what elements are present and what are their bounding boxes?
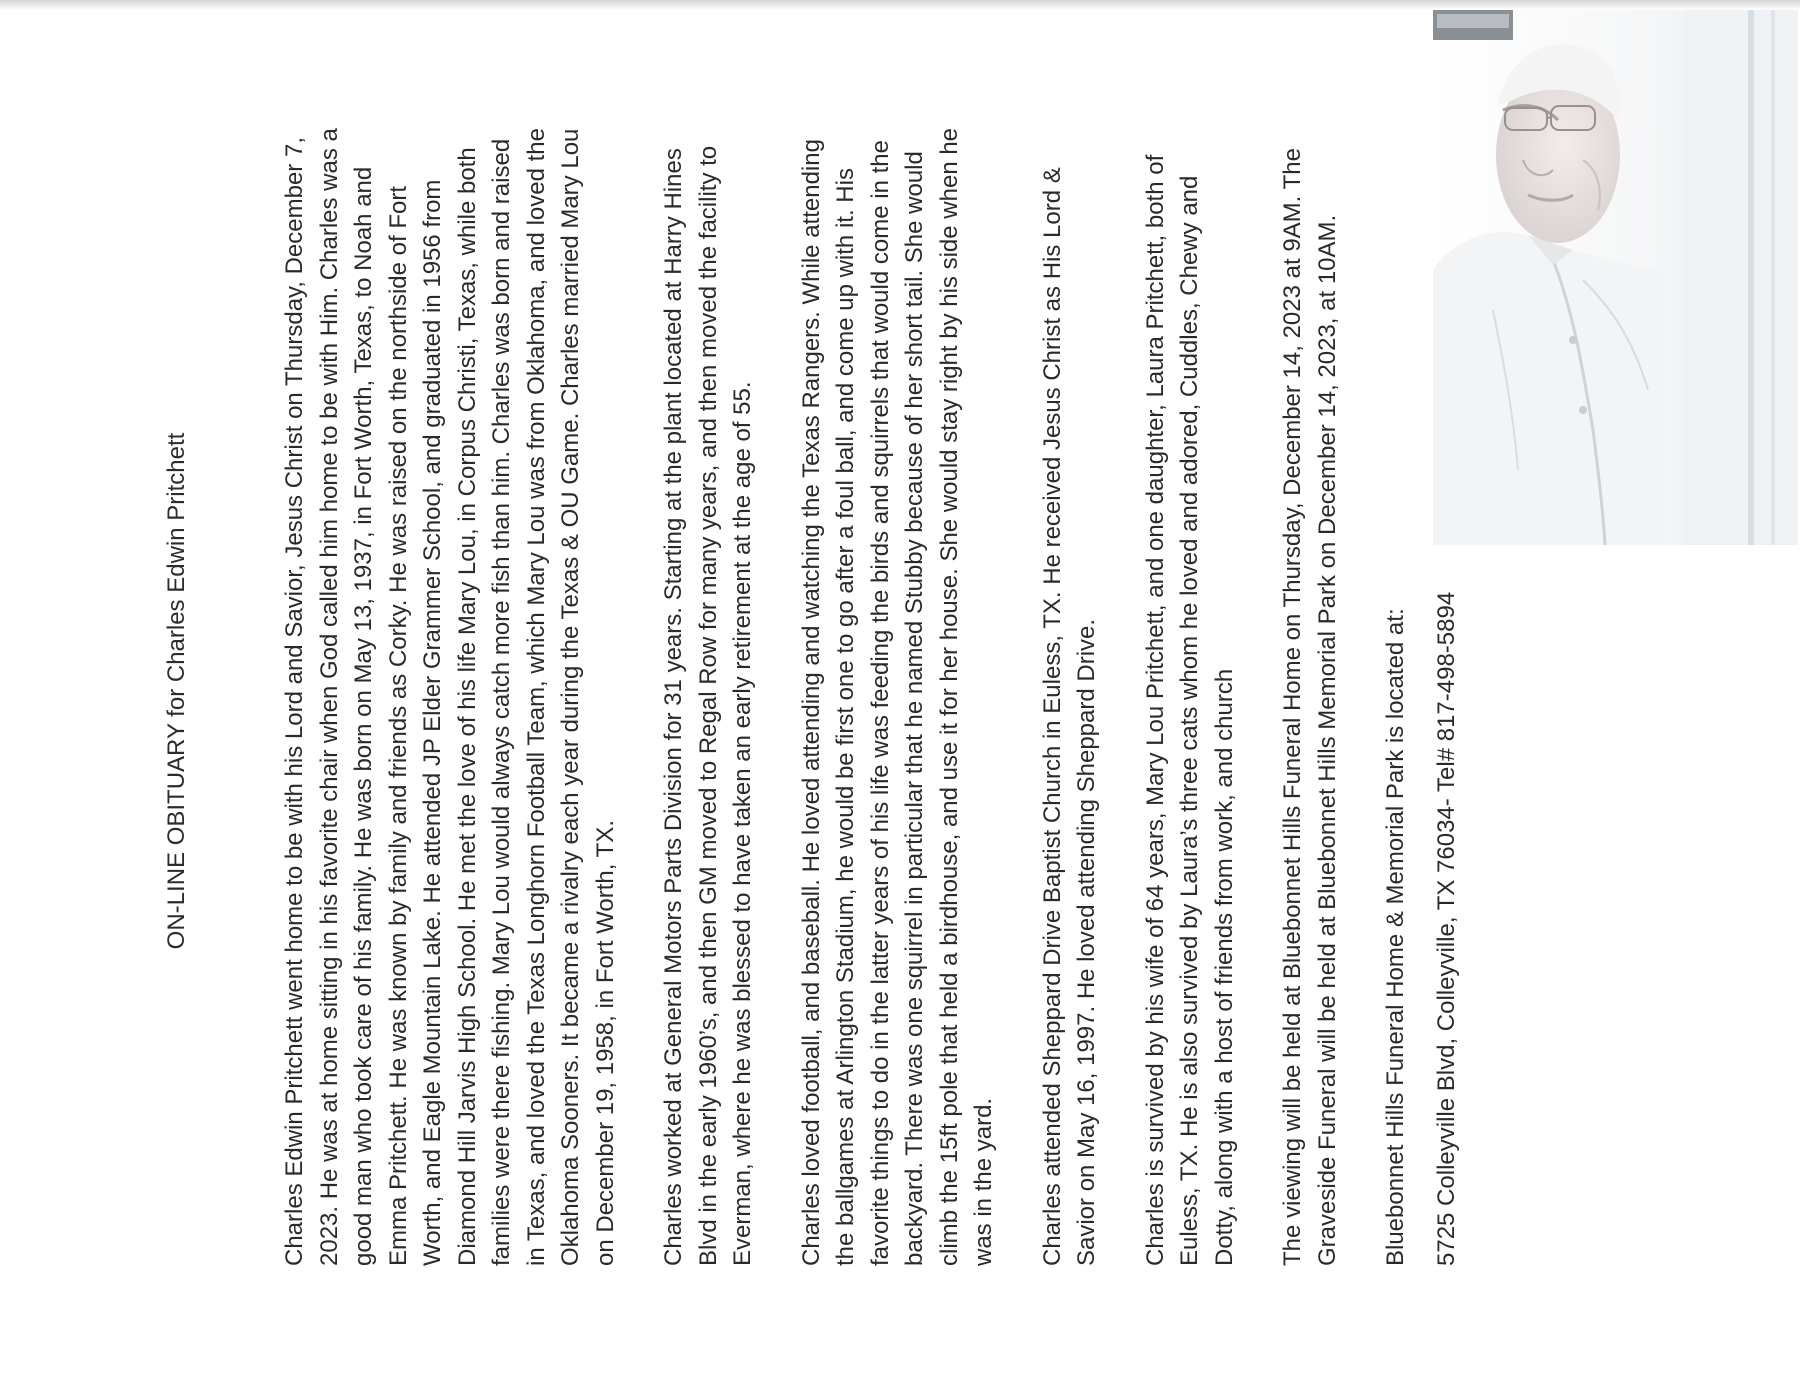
portrait-image [1433,10,1798,545]
obituary-document [160,116,1464,1266]
location-intro: Bluebonnet Hills Funeral Home & Memorial Park is located at: [1382,608,1409,1266]
funeral-home-address: 5725 Colleyville Blvd, Colleyville, TX 76034- Tel# 817-498-5894 [1432,591,1460,1266]
paragraph-biography: Charles Edwin Pritchett went home to be with his Lord and Savior, Jesus Christ on Thursday, December 7, 2023. He was at home sitting in his favorite chair when God called him home to be with Him. Charles was a good man who took care of his family. He was born on May 13, 1937, in Fort Worth, Texas, to Noah and Emma Pritchett. He was known by family and friends as Corky. He was raised on the northside of Fort Worth, and Eagle Mountain Lake. He attended JP Elder Grammer School, and graduated in 1956 from Diamond Hill Jarvis High School. He met the love of his life Mary Lou, in Corpus Christi, Texas, while both families were there fishing. Mary Lou would always catch more fish than him. Charles was born and raised in Texas, and loved the Texas Longhorn Football Team, which Mary Lou was from Oklahoma, and loved the Oklahoma Sooners. It became a rivalry each year during the Texas & OU Game. Charles married Mary Lou on December 19, 1958, in Fort Worth, TX. [281,128,619,1266]
document-title: ON-LINE OBITUARY for Charles Edwin Pritchett [163,432,190,950]
paragraph-career: Charles worked at General Motors Parts Division for 31 years. Starting at the plant located at Harry Hines Blvd in the early 1960’s, and then GM moved to Regal Row for many years, and then moved the facility to Everman, where he was blessed to have taken an early retirement at the age of 55. [660,145,756,1266]
portrait-photo [1433,10,1798,545]
paragraph-services: The viewing will be held at Bluebonnet Hills Funeral Home on Thursday, December 14, 2023 at 9AM. The Graveside Funeral will be held at Bluebonnet Hills Memorial Park on December 14, 2023, at 10AM. [1279,148,1341,1266]
paragraph-church: Charles attended Sheppard Drive Baptist Church in Euless, TX. He received Jesus Christ as His Lord & Savior on May 16, 1997. He loved attending Sheppard Drive. [1038,167,1100,1266]
paragraph-hobbies: Charles loved football, and baseball. He loved attending and watching the Texas Rangers. While attending the ballgames at Arlington Stadium, he would be first one to go after a foul ball, and come up with it. His favorite things to do in the latter years of his life was feeding the birds and squirrels that would come in the backyard. There was one squirrel in particular that he named Stubby because of her short tail. She would climb the 15ft pole that held a birdhouse, and use it for her house. She would stay right by his side when he was in the yard. [797,127,997,1266]
paragraph-survivors: Charles is survived by his wife of 64 years, Mary Lou Pritchett, and one daughter, Laura Pritchett, both of Euless, TX. He is also survived by Laura’s three cats whom he loved and adored, Cuddles, Chewy and Dotty, along with a host of friends from work, and church [1141,154,1238,1266]
